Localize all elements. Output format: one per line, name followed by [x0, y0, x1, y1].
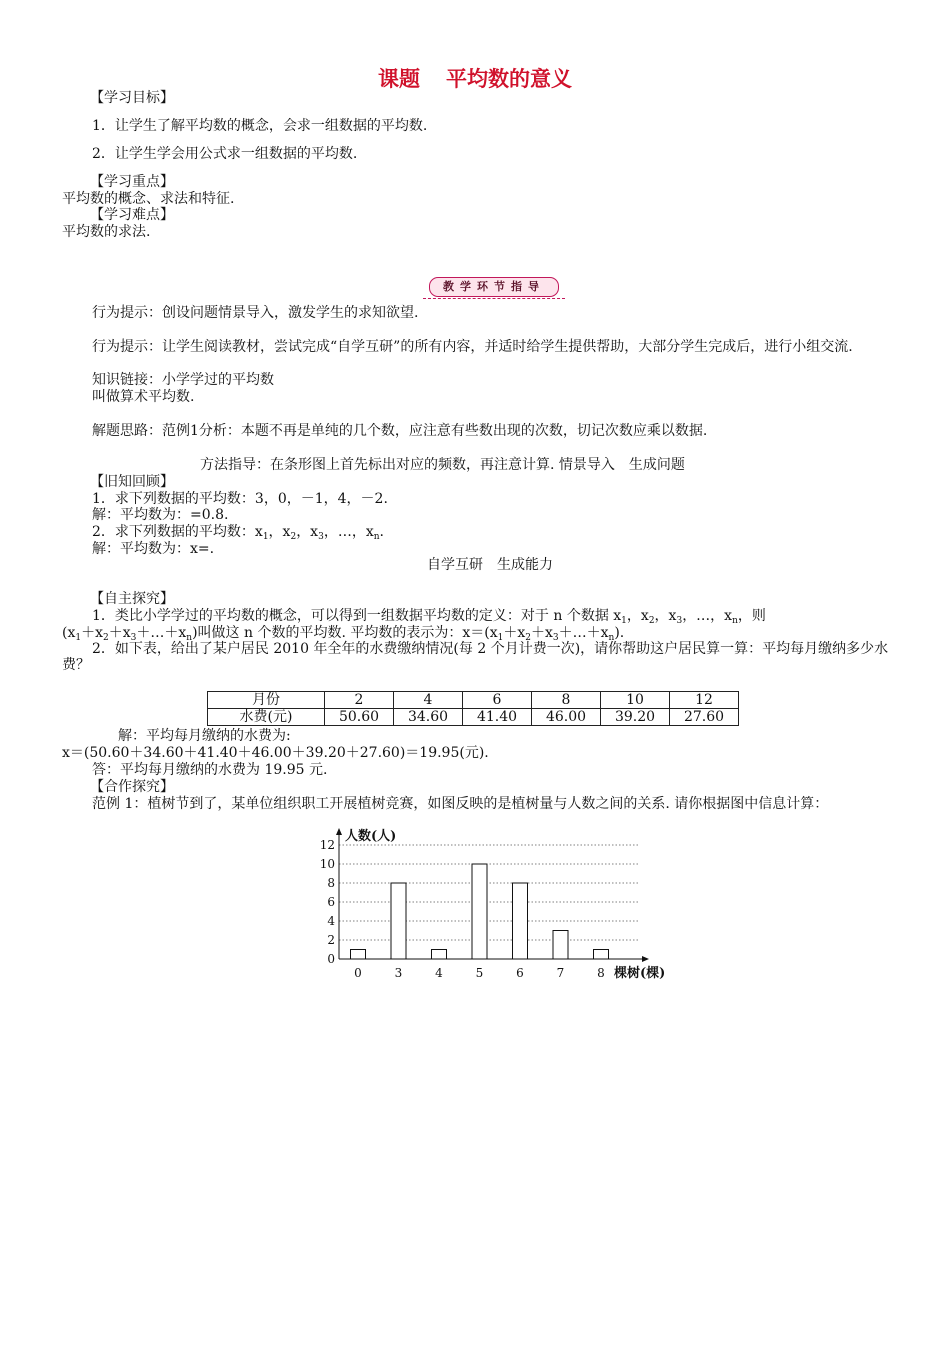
answer-line-2: x＝(50.60＋34.60＋41.40＋46.00＋39.20＋27.60)＝19.95(元). [62, 745, 489, 761]
table-cell: 8 [532, 692, 601, 709]
key-points-text: 平均数的概念、求法和特征. [62, 191, 235, 207]
objectives-heading: 【学习目标】 [90, 90, 174, 106]
objective-2: 2．让学生学会用公式求一组数据的平均数. [92, 146, 358, 162]
coop-heading: 【合作探究】 [90, 779, 174, 795]
x-tick-label: 7 [556, 966, 565, 980]
x-tick-label: 0 [354, 966, 362, 980]
x-axis-arrow [642, 956, 649, 962]
x-tick-label: 8 [597, 966, 605, 980]
y-axis-arrow [336, 828, 342, 835]
review-q2: 2．求下列数据的平均数：$x_1$，$x_2$，$x_3$，…，$x_n$. [92, 524, 384, 542]
table-cell: 10 [601, 692, 670, 709]
x-tick-label: 5 [475, 966, 484, 980]
table-row [208, 692, 739, 709]
explore-p1-line1: 1．类比小学学过的平均数的概念，可以得到一组数据平均数的定义：对于 n 个数据 $x_1$，$x_2$，$x_3$，…，$x_n$，则 [92, 608, 766, 626]
bar [594, 950, 609, 960]
hint-1: 行为提示：创设问题情景导入，激发学生的求知欲望. [92, 305, 419, 321]
review-a2: 解：平均数为：x=. [92, 541, 215, 557]
table-cell: 50.60 [325, 709, 394, 726]
bar [553, 931, 568, 960]
difficulty-text: 平均数的求法. [62, 224, 151, 240]
knowledge-link-2: 叫做算术平均数. [92, 389, 195, 405]
title-part1: 课题 [378, 67, 420, 91]
y-tick-label: 8 [327, 876, 335, 890]
y-tick-label: 12 [319, 838, 335, 852]
table-row [208, 709, 739, 726]
solution-hint: 解题思路：范例1分析：本题不再是单纯的几个数，应注意有些数出现的次数，切记次数应乘以数据. [92, 423, 708, 439]
explore-p1-line2: $(x_1+x_2+x_3+\dots+x_n)$叫做这 n 个数的平均数. 平均数的表示为：$x=(x_1+x_2+x_3+\dots+x_n)$. [62, 625, 625, 643]
knowledge-link-1: 知识链接：小学学过的平均数 [92, 372, 274, 388]
bar [472, 864, 487, 959]
bar [432, 950, 447, 960]
bar [513, 883, 528, 959]
method-guide: 方法指导：在条形图上首先标出对应的频数，再注意计算. 情景导入 生成问题 [200, 457, 685, 473]
table-cell: 39.20 [601, 709, 670, 726]
review-a1: 解：平均数为：=0.8. [92, 507, 229, 523]
explore-heading: 【自主探究】 [90, 591, 174, 607]
answer-line-3: 答：平均每月缴纳的水费为 19.95 元. [92, 762, 328, 778]
title-part2: 平均数的意义 [446, 67, 572, 91]
table-cell: 46.00 [532, 709, 601, 726]
chart-bars [351, 864, 609, 959]
y-tick-label: 4 [327, 914, 335, 928]
objective-1: 1．让学生了解平均数的概念，会求一组数据的平均数. [92, 118, 428, 134]
y-tick-label: 6 [327, 895, 335, 909]
water-fee-table [207, 691, 739, 726]
chart-grid [339, 845, 639, 940]
table-cell: 月份 [208, 692, 325, 709]
table-cell: 34.60 [394, 709, 463, 726]
table-cell: 4 [394, 692, 463, 709]
chart-axes [336, 828, 649, 962]
hint-2: 行为提示：让学生阅读教材，尝试完成“自学互研”的所有内容，并适时给学生提供帮助，大部分学生完成后，进行小组交流. [92, 339, 853, 355]
difficulty-heading: 【学习难点】 [90, 207, 174, 223]
table-cell: 27.60 [670, 709, 739, 726]
y-tick-label: 0 [327, 952, 335, 966]
table-cell: 2 [325, 692, 394, 709]
table-cell: 41.40 [463, 709, 532, 726]
chart-labels [320, 828, 666, 981]
x-tick-label: 6 [516, 966, 524, 980]
example-1-text: 范例 1：植树节到了，某单位组织职工开展植树竞赛，如图反映的是植树量与人数之间的关系. 请你根据图中信息计算： [92, 796, 829, 812]
table-cell: 水费(元) [208, 709, 325, 726]
bar [351, 950, 366, 960]
bar [391, 883, 406, 959]
y-axis-label: 人数(人) [345, 829, 397, 844]
page-title [0, 66, 950, 92]
table-cell: 6 [463, 692, 532, 709]
review-q1: 1．求下列数据的平均数：3，0，－1，4，－2. [92, 491, 388, 507]
x-tick-label: 3 [394, 966, 403, 980]
tree-planting-bar-chart [300, 826, 680, 986]
answer-line-1: 解：平均每月缴纳的水费为: [118, 728, 291, 744]
y-tick-label: 10 [319, 857, 335, 871]
x-tick-label: 4 [435, 966, 443, 980]
banner-label: 教学环节指导 [429, 277, 559, 297]
key-points-heading: 【学习重点】 [90, 174, 174, 190]
table-cell: 12 [670, 692, 739, 709]
section-heading-self-study: 自学互研 生成能力 [427, 557, 553, 573]
review-heading: 【旧知回顾】 [90, 474, 174, 490]
y-tick-label: 2 [327, 933, 335, 947]
teaching-guide-banner [423, 276, 565, 299]
explore-p2: 2．如下表，给出了某户居民 2010 年全年的水费缴纳情况(每 2 个月计费一次)，请你帮助这户居民算一算：平均每月缴纳多少水费？ [62, 641, 889, 673]
x-axis-label: 棵树(棵) [614, 966, 666, 981]
